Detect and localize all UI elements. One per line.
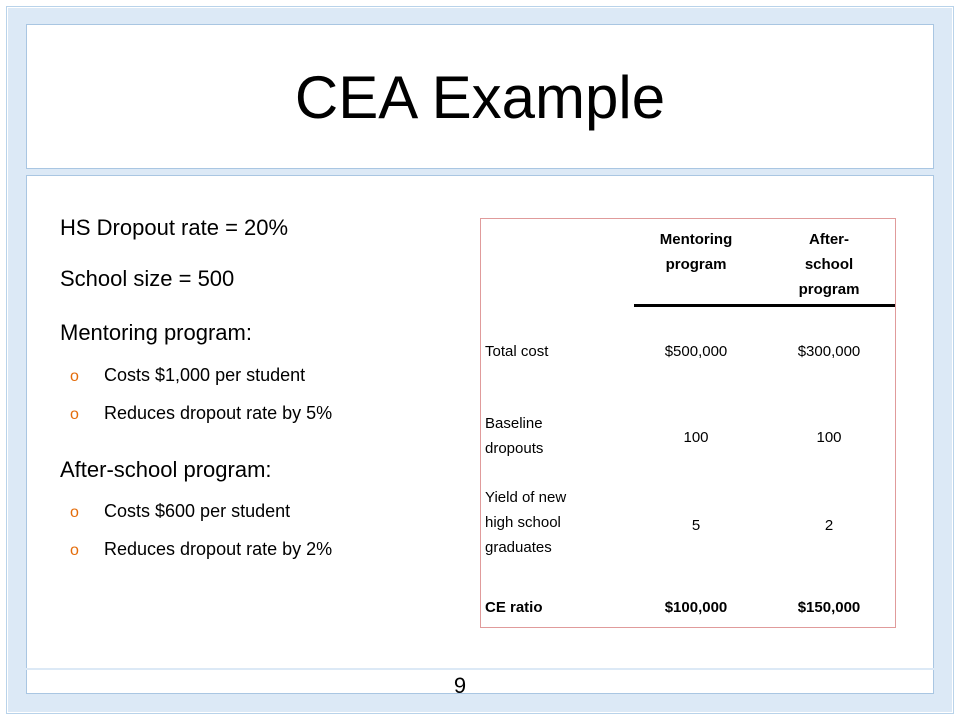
table-cell: 2: [824, 517, 834, 534]
frame-top-bar: [8, 8, 952, 24]
bullet-icon: o: [70, 406, 79, 423]
dropout-rate-line: HS Dropout rate = 20%: [60, 215, 289, 240]
school-size-line: School size = 500: [60, 266, 235, 291]
bullet-icon: o: [70, 542, 79, 559]
cea-comparison-table: [480, 218, 896, 628]
frame-left-bar: [8, 8, 26, 712]
table-header-mentoring: Mentoring program: [659, 231, 733, 273]
footer-divider: [26, 668, 934, 670]
bullet-text: Costs $1,000 per student: [104, 365, 306, 385]
table-header-rule: [634, 304, 895, 307]
table-cell: 100: [683, 429, 709, 446]
table-header-afterschool: After- school program: [798, 231, 860, 298]
title-divider: [26, 168, 934, 176]
table-cell: $300,000: [797, 343, 861, 360]
table-cell: $500,000: [664, 343, 728, 360]
list-item: [70, 364, 305, 388]
table-row-label: Baseline dropouts: [485, 415, 544, 457]
table-cell: 100: [816, 429, 842, 446]
bullet-text: Reduces dropout rate by 5%: [104, 403, 333, 423]
table-row-label: Total cost: [485, 343, 549, 360]
table-cell: $150,000: [797, 599, 861, 616]
bullet-text: Costs $600 per student: [104, 501, 291, 521]
bullet-icon: o: [70, 368, 79, 385]
slide-title: CEA Example: [294, 64, 666, 131]
bullet-text: Reduces dropout rate by 2%: [104, 539, 333, 559]
list-item: [70, 538, 332, 562]
afterschool-heading: After-school program:: [60, 457, 272, 482]
frame-bottom-bar: [8, 694, 952, 712]
table-cell: 5: [691, 517, 701, 534]
page-number: 9: [453, 673, 467, 698]
table-cell: $100,000: [664, 599, 728, 616]
table-row-label: Yield of new high school graduates: [485, 489, 567, 556]
frame-right-bar: [934, 8, 952, 712]
list-item: [70, 500, 290, 524]
table-row-label: CE ratio: [485, 599, 543, 616]
mentoring-heading: Mentoring program:: [60, 320, 252, 345]
bullet-icon: o: [70, 504, 79, 521]
list-item: [70, 402, 332, 426]
